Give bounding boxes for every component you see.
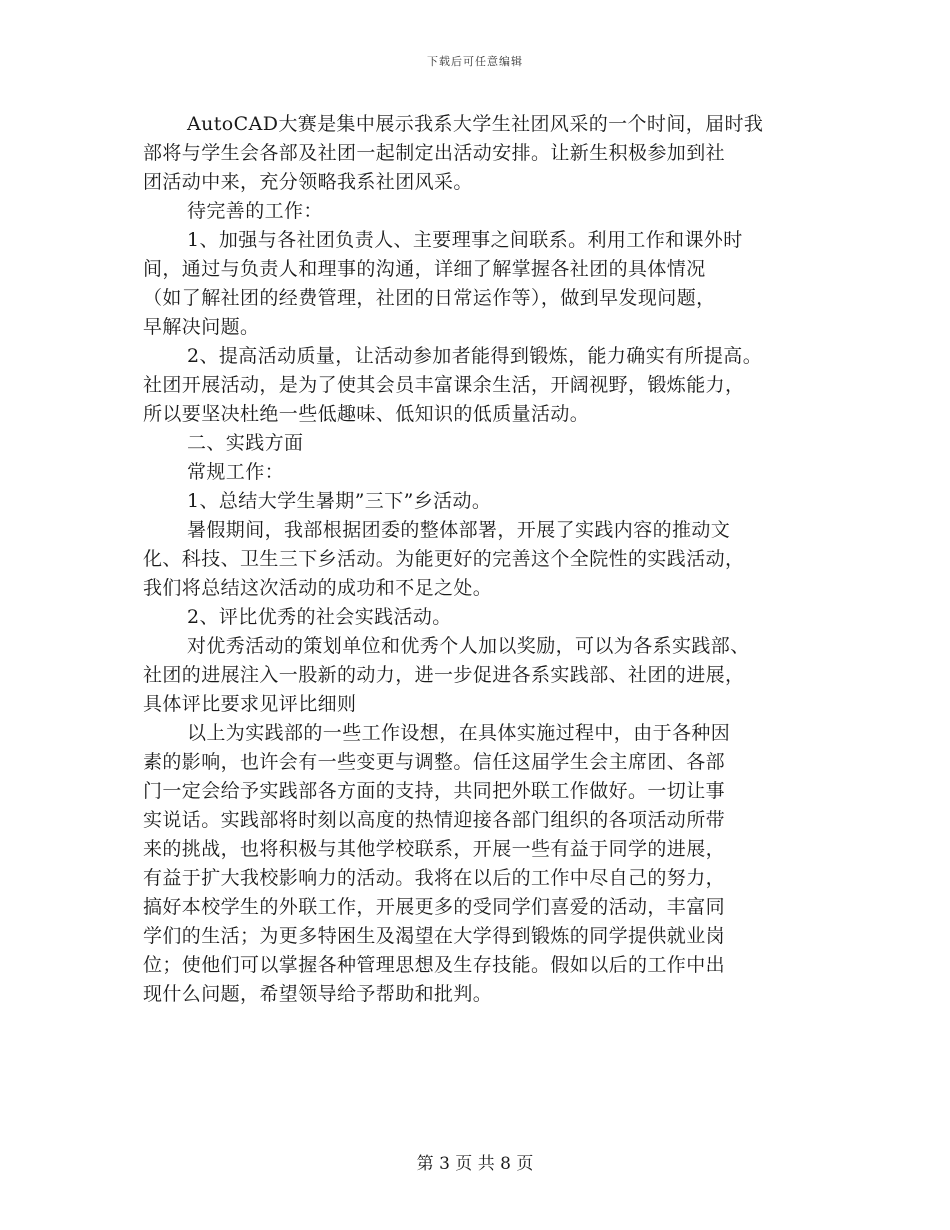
body-line: 所以要坚决杜绝一些低趣味、低知识的低质量活动。: [143, 403, 590, 425]
body-line: 现什么问题，希望领导给予帮助和批判。: [143, 983, 493, 1005]
body-line: 社团开展活动，是为了使其会员丰富课余生活，开阔视野，锻炼能力，: [143, 374, 745, 396]
body-line: 对优秀活动的策划单位和优秀个人加以奖励，可以为各系实践部、: [187, 635, 750, 657]
body-line: 常规工作：: [187, 461, 285, 483]
body-line: AutoCAD大赛是集中展示我系大学生社团风采的一个时间，届时我: [187, 113, 764, 135]
body-line: 门一定会给予实践部各方面的支持，共同把外联工作做好。一切让事: [143, 780, 726, 802]
body-line: 2、提高活动质量，让活动参加者能得到锻炼，能力确实有所提高。: [187, 345, 763, 367]
body-line: 学们的生活；为更多特困生及渴望在大学得到锻炼的同学提供就业岗: [143, 925, 726, 947]
document-body: [143, 110, 823, 1009]
body-line: 社团的进展注入一股新的动力，进一步促进各系实践部、社团的进展，: [143, 664, 745, 686]
body-line: 化、科技、卫生三下乡活动。为能更好的完善这个全院性的实践活动，: [143, 548, 745, 570]
body-line: 以上为实践部的一些工作设想，在具体实施过程中，由于各种因: [187, 722, 731, 744]
body-line: 间，通过与负责人和理事的沟通，详细了解掌握各社团的具体情况: [143, 258, 706, 280]
body-line: 来的挑战，也将积极与其他学校联系，开展一些有益于同学的进展，: [143, 838, 726, 860]
page-header: 下载后可任意编辑: [427, 55, 523, 68]
body-line: 暑假期间，我部根据团委的整体部署，开展了实践内容的推动文: [187, 519, 731, 541]
body-line: 2、评比优秀的社会实践活动。: [187, 606, 452, 628]
body-line: 位；使他们可以掌握各种管理思想及生存技能。假如以后的工作中出: [143, 954, 726, 976]
body-line: 早解决问题。: [143, 316, 260, 338]
body-line: 部将与学生会各部及社团一起制定出活动安排。让新生积极参加到社: [143, 142, 726, 164]
body-line: 待完善的工作：: [187, 200, 323, 222]
body-line: 1、加强与各社团负责人、主要理事之间联系。利用工作和课外时: [187, 229, 743, 251]
page-footer: 第 3 页 共 8 页: [416, 1154, 534, 1174]
body-line: 团活动中来，充分领略我系社团风采。: [143, 171, 473, 193]
body-line: 1、总结大学生暑期”三下”乡活动。: [187, 490, 492, 512]
body-line: 二、实践方面: [187, 432, 304, 454]
body-line: 我们将总结这次活动的成功和不足之处。: [143, 577, 493, 599]
body-line: 具体评比要求见评比细则: [143, 693, 357, 715]
body-line: 有益于扩大我校影响力的活动。我将在以后的工作中尽自己的努力，: [143, 867, 726, 889]
body-line: 素的影响，也许会有一些变更与调整。信任这届学生会主席团、各部: [143, 751, 726, 773]
body-line: （如了解社团的经费管理，社团的日常运作等），做到早发现问题，: [143, 287, 716, 309]
body-line: 实说话。实践部将时刻以高度的热情迎接各部门组织的各项活动所带: [143, 809, 726, 831]
body-line: 搞好本校学生的外联工作，开展更多的受同学们喜爱的活动，丰富同: [143, 896, 726, 918]
